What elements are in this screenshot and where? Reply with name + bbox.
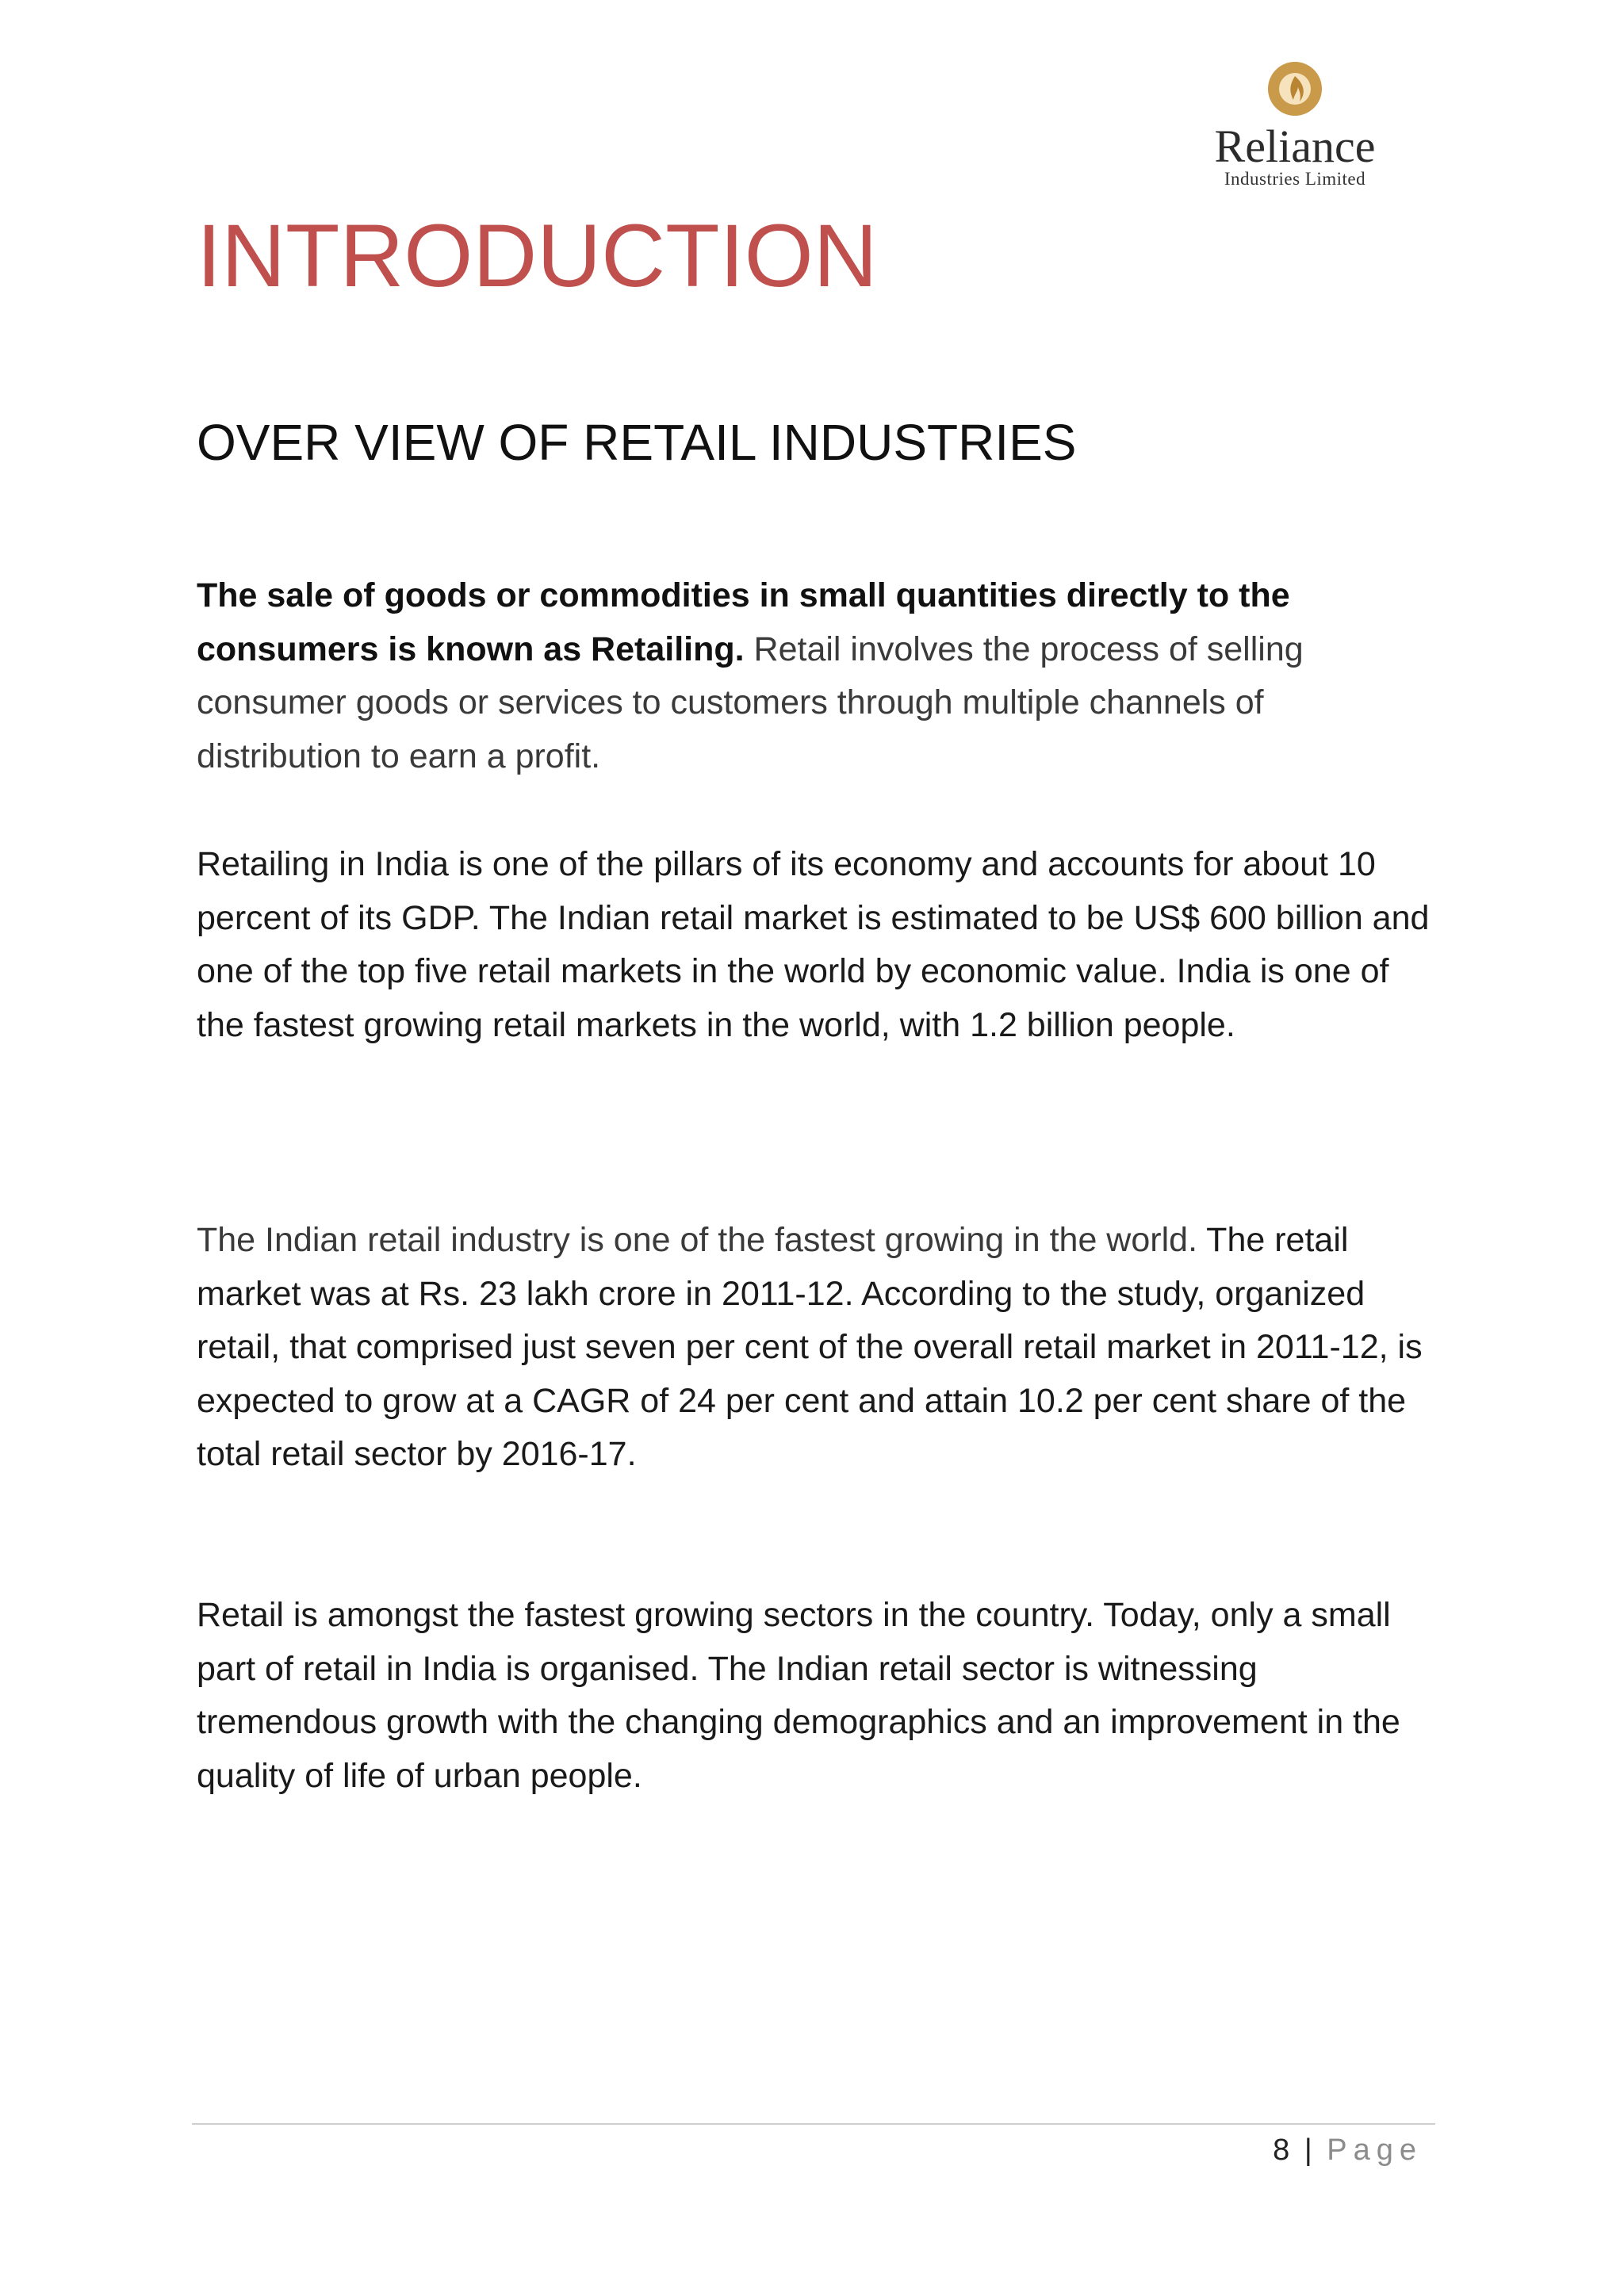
section-title: OVER VIEW OF RETAIL INDUSTRIES <box>197 414 1077 471</box>
paragraph-industry-growth <box>197 1214 1434 1482</box>
footer-divider <box>192 2123 1435 2125</box>
logo-subtitle: Industries Limited <box>1224 169 1366 189</box>
logo-name: Reliance <box>1214 121 1376 172</box>
page-title: INTRODUCTION <box>197 206 878 305</box>
industry-growth-lead: The Indian retail industry is one of the fastest growing in the world. <box>197 1221 1198 1259</box>
industry-growth-text: The retail market was at Rs. 23 lakh crore in 2011-12. According to the study, organized retail, that comprised just seven per cent of the overall retail market in 2011-12, is expected to grow at a CAGR of 24 per cent and attain 10.2 per cent share of the total retail sector by 2016-17. <box>197 1221 1423 1473</box>
reliance-flame-icon <box>1258 59 1331 122</box>
page-number: 8 <box>1273 2133 1290 2167</box>
definition-text: Retail involves the process of selling consumer goods or services to customers through multiple channels of distribution to earn a profit. <box>197 629 1304 775</box>
paragraph-retail-definition <box>197 569 1434 783</box>
reliance-logo <box>1196 59 1394 189</box>
paragraph-sector-growth: Retail is amongst the fastest growing sectors in the country. Today, only a small part of retail in India is organised. The Indian retail sector is witnessing tremendous growth with the changing demographics and an improvement in the quality of life of urban people. <box>197 1596 1400 1795</box>
footer-separator: | <box>1304 2133 1312 2167</box>
page-footer <box>1273 2128 1423 2172</box>
definition-bold-text: The sale of goods or commodities in small quantities directly to the consumers is known as Retailing. <box>197 576 1290 668</box>
paragraph-india-retail-economy: Retailing in India is one of the pillars of its economy and accounts for about 10 percent of its GDP. The Indian retail market is estimated to be US$ 600 billion and one of the top five retail markets in the world by economic value. India is one of the fastest growing retail markets in the world, with 1.2 billion people. <box>197 845 1430 1044</box>
page-label: Page <box>1327 2133 1423 2167</box>
